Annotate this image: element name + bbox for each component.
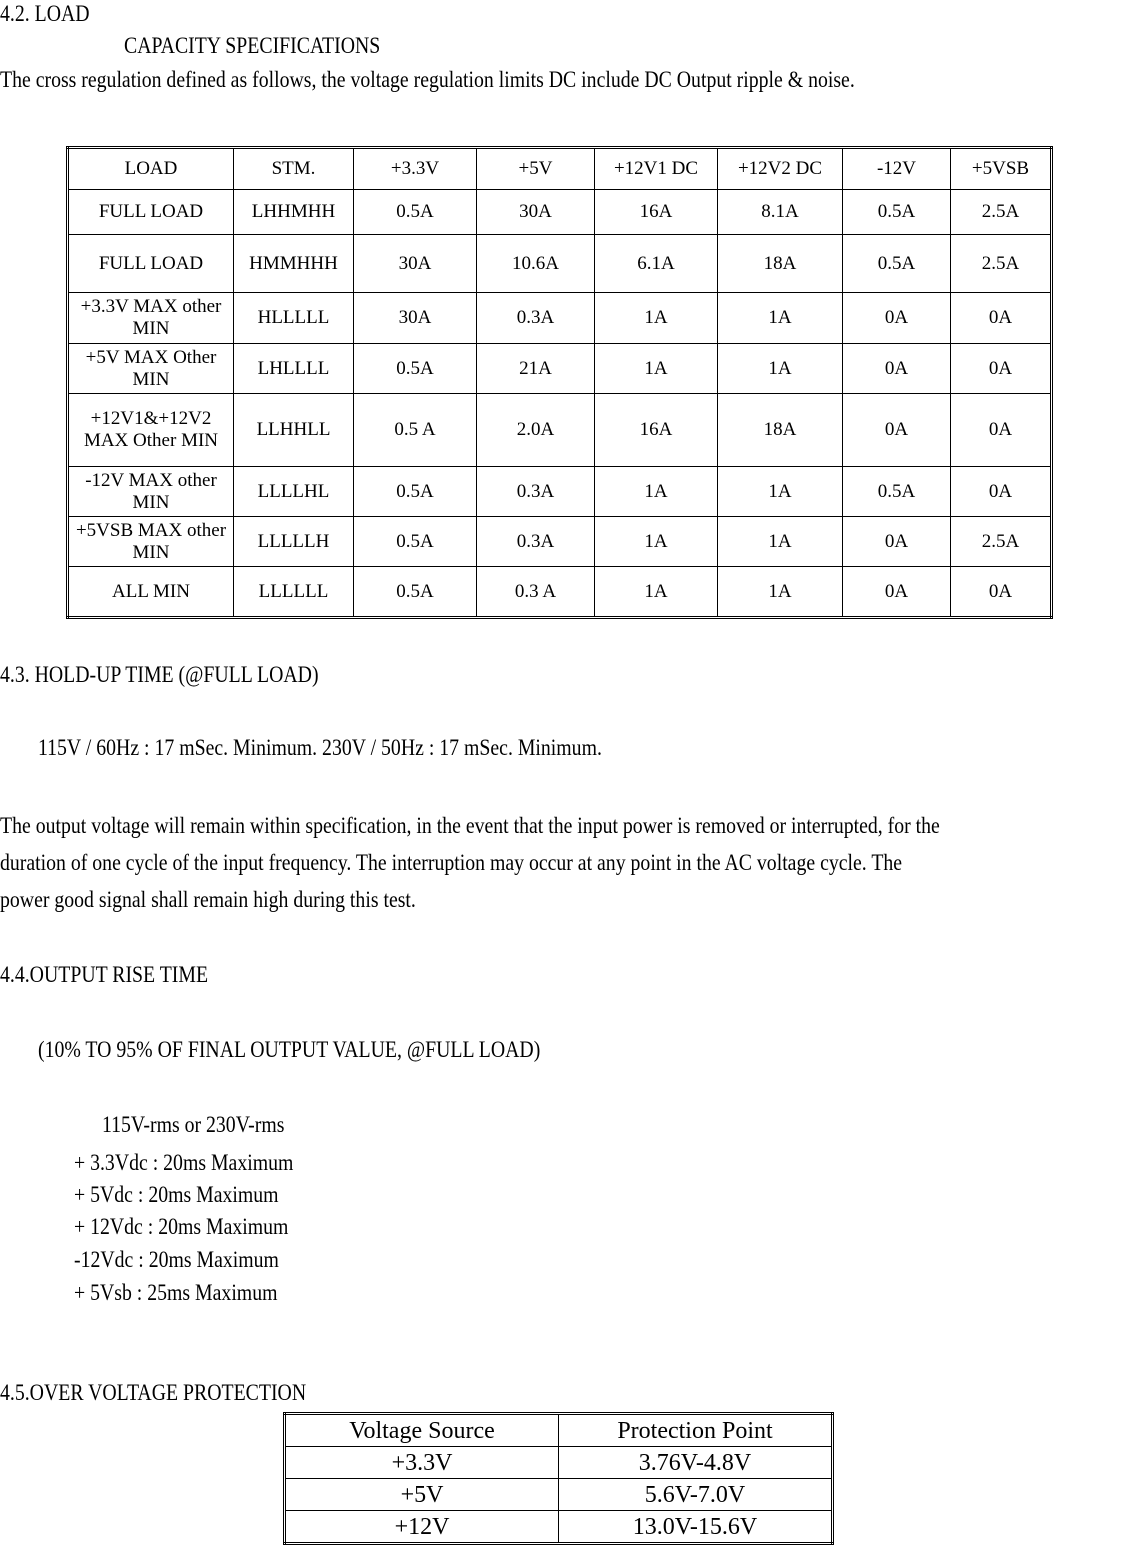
table-cell: 0A	[843, 517, 951, 567]
table-cell: 6.1A	[595, 235, 718, 293]
table-cell: 0.5A	[354, 517, 477, 567]
table-cell: 0.5A	[354, 467, 477, 517]
table-cell: 0A	[951, 344, 1052, 394]
table-cell: LHLLLL	[234, 344, 354, 394]
table-cell: 2.5A	[951, 190, 1052, 235]
table-cell: 2.5A	[951, 235, 1052, 293]
table-cell: 0.5A	[843, 467, 951, 517]
section-4-4-heading: 4.4.OUTPUT RISE TIME	[0, 962, 209, 987]
table-cell: 5.6V-7.0V	[559, 1479, 833, 1511]
header-cell: Voltage Source	[285, 1414, 559, 1447]
hold-up-paragraph-line: duration of one cycle of the input frequency. The interruption may occur at any point in the AC voltage cycle. The	[0, 850, 903, 875]
table-cell: 0.5A	[843, 190, 951, 235]
section-4-2-intro: The cross regulation defined as follows, the voltage regulation limits DC include DC Output ripple & noise.	[0, 67, 855, 92]
table-cell: HMMHHH	[234, 235, 354, 293]
section-4-3-heading: 4.3. HOLD-UP TIME (@FULL LOAD)	[0, 662, 319, 687]
table-cell: 2.5A	[951, 517, 1052, 567]
table-row	[285, 1447, 833, 1479]
table-header-row	[285, 1414, 833, 1447]
table-row	[68, 235, 1052, 293]
table-cell: +5VSB MAX other MIN	[68, 517, 234, 567]
table-row	[68, 394, 1052, 467]
table-cell: 0.3A	[477, 467, 595, 517]
table-cell: HLLLLL	[234, 293, 354, 344]
table-cell: 0A	[843, 344, 951, 394]
table-cell: 1A	[595, 344, 718, 394]
table-row	[68, 344, 1052, 394]
header-cell: +5V	[477, 148, 595, 190]
table-cell: LLLLLL	[234, 567, 354, 618]
table-cell: 0.3A	[477, 293, 595, 344]
table-cell: 3.76V-4.8V	[559, 1447, 833, 1479]
table-cell: 0A	[843, 394, 951, 467]
table-row	[285, 1511, 833, 1544]
table-cell: +12V	[285, 1511, 559, 1544]
rise-time-item: + 5Vsb : 25ms Maximum	[74, 1280, 278, 1305]
table-cell: 1A	[718, 344, 843, 394]
rise-time-item: + 5Vdc : 20ms Maximum	[74, 1182, 279, 1207]
table-cell: 18A	[718, 394, 843, 467]
table-cell: LLLLLH	[234, 517, 354, 567]
table-cell: 16A	[595, 190, 718, 235]
hold-up-paragraph-line: The output voltage will remain within specification, in the event that the input power is removed or interrupted, for the	[0, 813, 940, 838]
table-cell: 0.5A	[354, 567, 477, 618]
section-4-2-heading: 4.2. LOAD	[0, 1, 90, 26]
table-cell: 16A	[595, 394, 718, 467]
table-cell: 1A	[718, 467, 843, 517]
hold-up-spec: 115V / 60Hz : 17 mSec. Minimum. 230V / 50Hz : 17 mSec. Minimum.	[38, 735, 602, 760]
table-cell: 1A	[595, 567, 718, 618]
rise-time-item: + 3.3Vdc : 20ms Maximum	[74, 1150, 294, 1175]
table-cell: 21A	[477, 344, 595, 394]
header-cell: STM.	[234, 148, 354, 190]
header-cell: -12V	[843, 148, 951, 190]
table-cell: 10.6A	[477, 235, 595, 293]
table-row	[68, 293, 1052, 344]
header-cell: LOAD	[68, 148, 234, 190]
table-cell: FULL LOAD	[68, 235, 234, 293]
table-cell: 0.5A	[843, 235, 951, 293]
rise-time-item: + 12Vdc : 20ms Maximum	[74, 1214, 289, 1239]
table-cell: 18A	[718, 235, 843, 293]
table-cell: -12V MAX other MIN	[68, 467, 234, 517]
table-cell: 1A	[595, 293, 718, 344]
table-cell: +5V	[285, 1479, 559, 1511]
table-cell: 8.1A	[718, 190, 843, 235]
table-cell: 1A	[595, 467, 718, 517]
header-cell: +12V2 DC	[718, 148, 843, 190]
table-cell: 30A	[354, 235, 477, 293]
load-capacity-table	[66, 146, 1053, 619]
header-cell: +12V1 DC	[595, 148, 718, 190]
table-row	[68, 517, 1052, 567]
table-cell: 2.0A	[477, 394, 595, 467]
header-cell: Protection Point	[559, 1414, 833, 1447]
table-cell: 0.5A	[354, 344, 477, 394]
table-cell: ALL MIN	[68, 567, 234, 618]
section-4-5-heading: 4.5.OVER VOLTAGE PROTECTION	[0, 1380, 307, 1405]
table-cell: 1A	[595, 517, 718, 567]
table-row	[68, 190, 1052, 235]
rise-time-condition: (10% TO 95% OF FINAL OUTPUT VALUE, @FULL LOAD)	[38, 1037, 541, 1062]
table-cell: 13.0V-15.6V	[559, 1511, 833, 1544]
table-cell: FULL LOAD	[68, 190, 234, 235]
table-cell: 0A	[843, 567, 951, 618]
rise-time-input: 115V-rms or 230V-rms	[102, 1112, 285, 1137]
table-cell: +12V1&+12V2 MAX Other MIN	[68, 394, 234, 467]
table-cell: 30A	[477, 190, 595, 235]
over-voltage-protection-table	[283, 1412, 834, 1545]
header-cell: +3.3V	[354, 148, 477, 190]
table-cell: 0.5A	[354, 190, 477, 235]
table-header-row	[68, 148, 1052, 190]
table-cell: 0A	[951, 467, 1052, 517]
table-cell: 0A	[843, 293, 951, 344]
table-cell: LLHHLL	[234, 394, 354, 467]
table-cell: 0A	[951, 394, 1052, 467]
table-cell: LLLLHL	[234, 467, 354, 517]
section-4-2-subheading: CAPACITY SPECIFICATIONS	[124, 33, 381, 58]
hold-up-paragraph-line: power good signal shall remain high during this test.	[0, 887, 416, 912]
table-cell: 1A	[718, 567, 843, 618]
rise-time-item: -12Vdc : 20ms Maximum	[74, 1247, 279, 1272]
table-cell: 0A	[951, 567, 1052, 618]
table-cell: 0.5 A	[354, 394, 477, 467]
table-cell: 0.3A	[477, 517, 595, 567]
table-cell: +5V MAX Other MIN	[68, 344, 234, 394]
table-row	[285, 1479, 833, 1511]
table-cell: 1A	[718, 517, 843, 567]
table-row	[68, 467, 1052, 517]
table-cell: LHHMHH	[234, 190, 354, 235]
table-cell: 30A	[354, 293, 477, 344]
table-cell: 1A	[718, 293, 843, 344]
table-cell: 0.3 A	[477, 567, 595, 618]
table-cell: +3.3V MAX other MIN	[68, 293, 234, 344]
table-cell: 0A	[951, 293, 1052, 344]
header-cell: +5VSB	[951, 148, 1052, 190]
table-cell: +3.3V	[285, 1447, 559, 1479]
table-row	[68, 567, 1052, 618]
